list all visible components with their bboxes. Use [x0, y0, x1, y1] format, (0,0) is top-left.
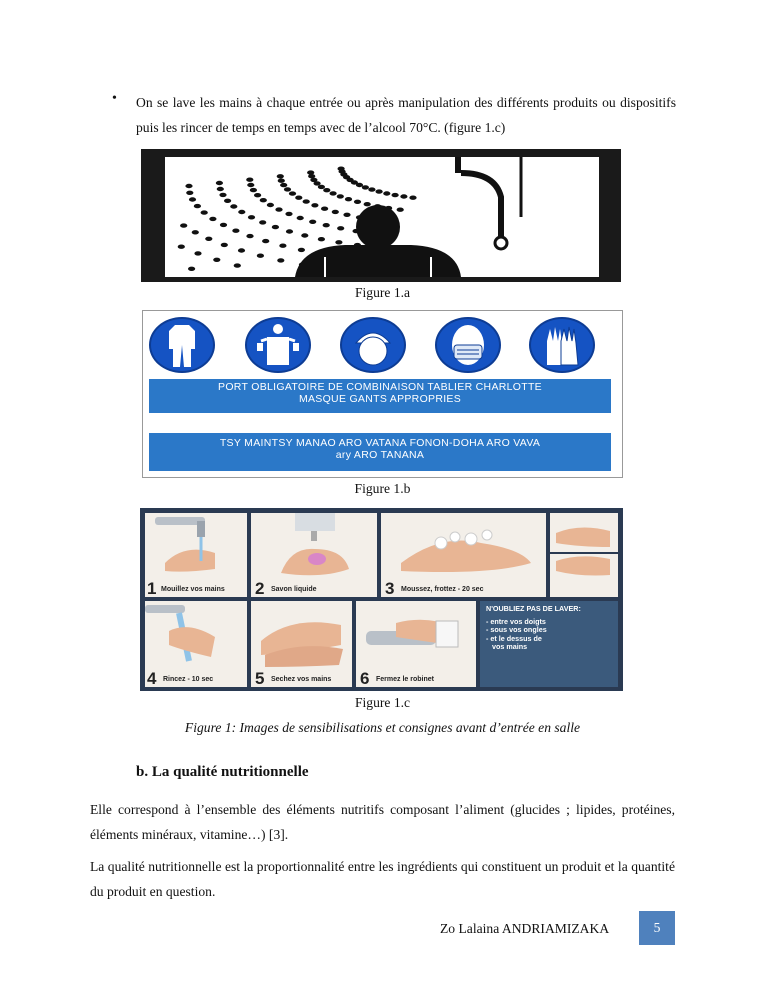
- figure-1c-caption: Figure 1.c: [354, 695, 411, 710]
- water-drop: [246, 178, 253, 182]
- water-drop: [234, 263, 241, 267]
- water-drop: [192, 230, 199, 234]
- water-drop: [318, 237, 325, 241]
- step-number: 6: [360, 669, 370, 687]
- face-mask-icon: [435, 317, 501, 373]
- water-drop: [318, 185, 325, 189]
- water-drop: [217, 187, 224, 191]
- water-drop: [221, 243, 228, 247]
- figure-1c-handwashing-steps: [140, 508, 623, 691]
- figure-1-caption: Figure 1: Images de sensibilisations et consignes avant d’entrée en salle: [184, 720, 581, 735]
- step-number: 4: [147, 669, 157, 687]
- water-drop: [224, 199, 231, 203]
- step-1-panel: [145, 513, 247, 597]
- banner-line: PORT OBLIGATOIRE DE COMBINAISON TABLIER CHARLOTTE: [218, 381, 542, 393]
- page-number-badge: 5: [639, 911, 675, 945]
- step-5-panel: [251, 601, 352, 687]
- water-drop: [277, 258, 284, 262]
- figure-1b-caption: Figure 1.b: [354, 481, 411, 496]
- reminder-line: vos mains: [486, 642, 528, 651]
- water-drop: [289, 191, 296, 195]
- water-drop: [297, 216, 304, 220]
- water-drop: [338, 167, 345, 171]
- section-heading: b. La qualité nutritionnelle: [136, 764, 309, 780]
- reminder-box: [480, 601, 618, 687]
- water-drop: [250, 188, 257, 192]
- water-drop: [246, 234, 253, 238]
- water-drop: [392, 193, 399, 197]
- footer-author: Zo Lalaina ANDRIAMIZAKA: [440, 921, 610, 936]
- water-drop: [238, 210, 245, 214]
- water-drop: [303, 199, 310, 203]
- body-paragraph-1: Elle correspond à l’ensemble des éléments nutritifs composant l’aliment (glucides ; lipides, protéines, éléments minéraux, vitamine…) [3].: [90, 802, 675, 842]
- water-drop: [362, 185, 369, 189]
- water-drop: [323, 188, 330, 192]
- water-drop: [205, 237, 212, 241]
- water-drop: [368, 187, 375, 191]
- finger-rub-panel: [550, 513, 618, 597]
- ppe-banner-malagasy: [149, 433, 611, 471]
- rinse-hands-icon: [145, 601, 247, 671]
- water-drop: [301, 233, 308, 237]
- figure-1a-shower-pictogram: [141, 149, 621, 282]
- apron-icon: [245, 317, 311, 373]
- shower-icon: [165, 157, 599, 277]
- water-drop: [267, 203, 274, 207]
- banner-line: ary ARO TANANA: [335, 449, 425, 461]
- step-number: 1: [147, 579, 157, 597]
- bullet-paragraph: On se lave les mains à chaque entrée ou après manipulation des différents produits ou dispositifs puis les rincer de temps en temps avec de l’alcool 70°C. (figure 1.c): [136, 95, 676, 135]
- close-tap-icon: [356, 601, 476, 671]
- water-drop: [209, 217, 216, 221]
- reminder-title: N'OUBLIEZ PAS DE LAVER:: [486, 604, 581, 613]
- water-drop: [295, 196, 302, 200]
- water-drop: [185, 184, 192, 188]
- water-drop: [321, 207, 328, 211]
- water-drop: [201, 210, 208, 214]
- dry-hands-icon: [251, 601, 352, 671]
- reminder-line: - et le dessus de: [486, 633, 542, 643]
- water-drop: [279, 244, 286, 248]
- water-drop: [337, 194, 344, 198]
- step-6-panel: [356, 601, 476, 687]
- figure-1b-ppe-sign: [142, 310, 623, 478]
- water-drop: [260, 198, 267, 202]
- water-drop: [285, 212, 292, 216]
- ppe-banner-french: [149, 379, 611, 413]
- water-drop: [345, 197, 352, 201]
- water-drop: [219, 193, 226, 197]
- bullet-marker: •: [112, 91, 117, 106]
- tap-hands-icon: [145, 513, 247, 583]
- water-drop: [278, 179, 285, 183]
- water-drop: [248, 215, 255, 219]
- step-2-panel: [251, 513, 377, 597]
- water-drop: [254, 193, 261, 197]
- hair-cap-icon: [340, 317, 406, 373]
- gloves-icon: [529, 317, 595, 373]
- water-drop: [354, 200, 361, 204]
- water-drop: [397, 208, 404, 212]
- water-drop: [337, 226, 344, 230]
- water-drop: [230, 204, 237, 208]
- step-label: Mouillez vos mains: [161, 586, 225, 593]
- water-drop: [180, 223, 187, 227]
- water-drop: [311, 203, 318, 207]
- water-drop: [259, 220, 266, 224]
- step-label: Sechez vos mains: [271, 676, 332, 683]
- step-number: 2: [255, 579, 265, 597]
- step-label: Fermez le robinet: [376, 676, 434, 683]
- step-number: 3: [385, 579, 395, 597]
- water-drop: [186, 191, 193, 195]
- coverall-icon: [149, 317, 215, 373]
- water-drop: [189, 197, 196, 201]
- water-drop: [286, 229, 293, 233]
- step-label: Savon liquide: [271, 586, 317, 593]
- water-drop: [309, 220, 316, 224]
- water-drop: [213, 258, 220, 262]
- water-drop: [220, 223, 227, 227]
- water-drop: [178, 245, 185, 249]
- water-drop: [364, 202, 371, 206]
- figure-1a-caption: Figure 1.a: [354, 285, 411, 300]
- water-drop: [188, 267, 195, 271]
- water-drop: [330, 191, 337, 195]
- banner-line: TSY MAINTSY MANAO ARO VATANA FONON-DOHA ARO VAVA: [219, 437, 541, 449]
- water-drop: [307, 170, 314, 174]
- water-drop: [343, 213, 350, 217]
- step-number: 5: [255, 669, 265, 687]
- finger-rub-icon: [550, 513, 618, 597]
- banner-line: MASQUE GANTS APPROPRIES: [298, 393, 462, 405]
- water-drop: [284, 187, 291, 191]
- water-drop: [335, 240, 342, 244]
- reminder-line: - sous vos ongles: [486, 625, 547, 634]
- step-4-panel: [145, 601, 247, 687]
- water-drop: [262, 239, 269, 243]
- water-drop: [323, 223, 330, 227]
- body-paragraph-2: La qualité nutritionnelle est la proportionnalité entre les ingrédients qui constituent un produit et la quantité du produit en question.: [90, 859, 675, 899]
- water-drop: [400, 194, 407, 198]
- water-drop: [238, 248, 245, 252]
- water-drop: [298, 248, 305, 252]
- lathering-hands-icon: [381, 513, 546, 583]
- water-drop: [332, 210, 339, 214]
- water-drop: [247, 183, 254, 187]
- water-drop: [275, 207, 282, 211]
- step-3-panel: [381, 513, 546, 597]
- water-drop: [280, 183, 287, 187]
- water-drop: [216, 181, 223, 185]
- water-drop: [272, 225, 279, 229]
- water-drop: [409, 196, 416, 200]
- reminder-line: - entre vos doigts: [486, 616, 546, 626]
- water-drop: [194, 204, 201, 208]
- step-label: Moussez, frottez - 20 sec: [401, 586, 484, 593]
- soap-dispenser-icon: [251, 513, 377, 583]
- water-drop: [277, 174, 284, 178]
- water-drop: [232, 229, 239, 233]
- water-drop: [383, 191, 390, 195]
- water-drop: [376, 189, 383, 193]
- water-drop: [194, 251, 201, 255]
- step-label: Rincez - 10 sec: [163, 676, 214, 683]
- water-drop: [257, 254, 264, 258]
